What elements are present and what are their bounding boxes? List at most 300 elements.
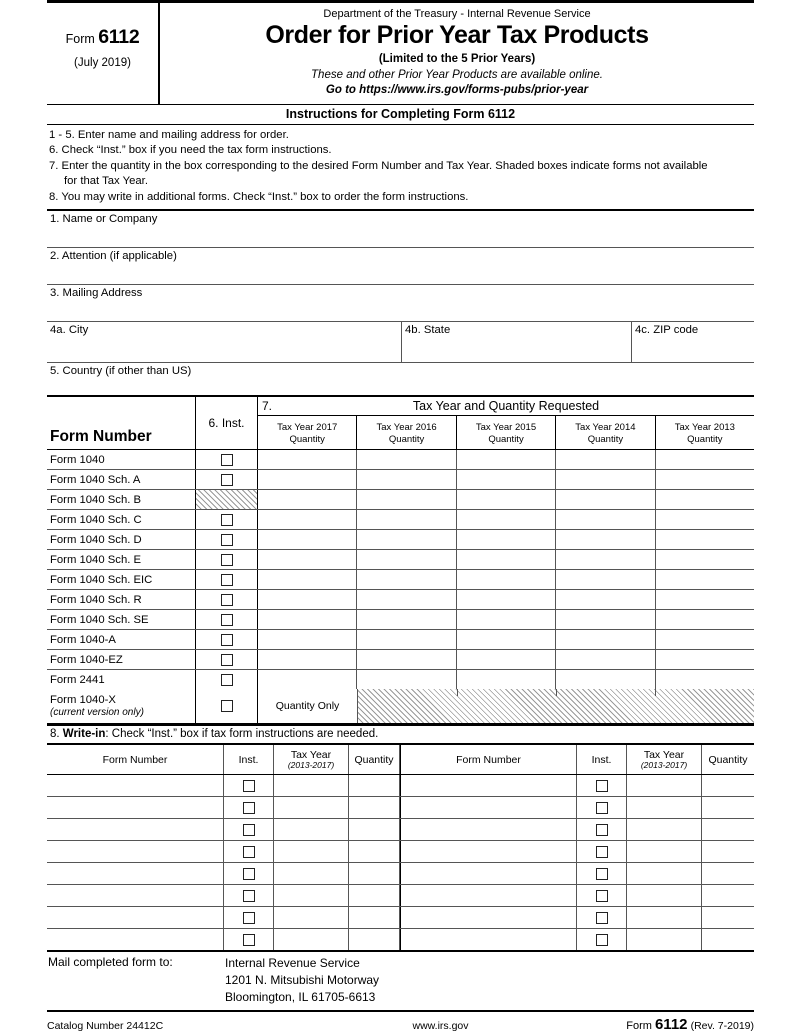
checkbox-icon[interactable] bbox=[243, 912, 255, 924]
column-tick-3 bbox=[655, 689, 656, 696]
instruction-line-4: 8. You may write in additional forms. Check “Inst.” box to order the form instructions. bbox=[49, 190, 469, 203]
quantity-cell[interactable] bbox=[357, 530, 456, 549]
writein-col-inst-1-label: Inst. bbox=[238, 753, 259, 766]
writein-form-number-cell[interactable] bbox=[47, 797, 224, 818]
quantity-cell[interactable] bbox=[656, 510, 754, 529]
row-form-number-cell bbox=[47, 550, 196, 569]
quantity-cell[interactable] bbox=[556, 550, 655, 569]
checkbox-icon[interactable] bbox=[221, 554, 233, 566]
form-number: 6112 bbox=[98, 26, 140, 48]
writein-quantity-cell[interactable] bbox=[349, 929, 400, 950]
form-quantity-table-header bbox=[47, 397, 754, 450]
row-form-number-label: Form 1040 Sch. A bbox=[50, 473, 141, 486]
field-name-or-company-label: 1. Name or Company bbox=[50, 213, 158, 226]
checkbox-icon[interactable] bbox=[243, 868, 255, 880]
checkbox-icon[interactable] bbox=[221, 700, 233, 712]
writein-col-form-number-2 bbox=[400, 745, 577, 774]
writein-tax-year-cell[interactable] bbox=[274, 775, 349, 796]
year-2017-sublabel: Quantity bbox=[289, 433, 325, 445]
quantity-cell[interactable] bbox=[656, 490, 754, 509]
quantity-cell[interactable] bbox=[556, 570, 655, 589]
table-row bbox=[47, 450, 754, 470]
field-name-or-company[interactable] bbox=[47, 211, 754, 248]
checkbox-icon[interactable] bbox=[596, 890, 608, 902]
writein-col-quantity-2 bbox=[702, 745, 754, 774]
quantity-cell[interactable] bbox=[258, 670, 357, 689]
row-1040x-quantity-only-cell[interactable] bbox=[258, 689, 358, 723]
writein-tax-year-cell[interactable] bbox=[274, 863, 349, 884]
writein-note-bold: Write-in bbox=[62, 728, 106, 741]
checkbox-icon[interactable] bbox=[596, 912, 608, 924]
writein-tax-year-cell-2[interactable] bbox=[627, 863, 702, 884]
checkbox-icon[interactable] bbox=[221, 574, 233, 586]
quantity-cell[interactable] bbox=[656, 550, 754, 569]
row-form-number-cell bbox=[47, 510, 196, 529]
year-2015-label: Tax Year 2015 bbox=[475, 422, 537, 434]
writein-form-number-cell[interactable] bbox=[47, 841, 224, 862]
writein-row bbox=[47, 929, 754, 950]
form-identity-line bbox=[47, 28, 158, 48]
instructions-title: Instructions for Completing Form 6112 bbox=[47, 104, 754, 125]
writein-form-number-cell[interactable] bbox=[47, 775, 224, 796]
column-header-year-2016 bbox=[357, 416, 456, 449]
row-form-number-label: Form 1040 Sch. B bbox=[50, 493, 142, 506]
quantity-cell[interactable] bbox=[656, 530, 754, 549]
footer-form-number: 6112 bbox=[654, 1016, 688, 1034]
form-sheet bbox=[47, 0, 754, 1033]
field-zip-code[interactable] bbox=[632, 322, 754, 362]
writein-inst-cell[interactable] bbox=[224, 907, 274, 928]
quantity-cell[interactable] bbox=[656, 570, 754, 589]
field-attention-label: 2. Attention (if applicable) bbox=[50, 250, 177, 263]
catalog-number: Catalog Number 24412C bbox=[47, 1020, 164, 1033]
writein-form-number-cell[interactable] bbox=[47, 929, 224, 950]
table-row bbox=[47, 590, 754, 610]
writein-form-number-cell-2[interactable] bbox=[400, 863, 577, 884]
quantity-cell[interactable] bbox=[457, 650, 556, 669]
year-2015-sublabel: Quantity bbox=[488, 433, 524, 445]
writein-note-rest: : Check “Inst.” box if tax form instructions are needed. bbox=[105, 728, 379, 741]
writein-tax-year-cell[interactable] bbox=[274, 797, 349, 818]
checkbox-icon[interactable] bbox=[596, 802, 608, 814]
quantity-cell[interactable] bbox=[258, 490, 357, 509]
title-subtitle: (Limited to the 5 Prior Years) bbox=[378, 52, 536, 65]
mailing-instructions bbox=[47, 952, 754, 1012]
quantity-cell[interactable] bbox=[258, 630, 357, 649]
column-header-year-2014 bbox=[556, 416, 655, 449]
checkbox-icon[interactable] bbox=[243, 934, 255, 946]
row-form-number-label: Form 2441 bbox=[50, 673, 105, 686]
checkbox-icon[interactable] bbox=[221, 454, 233, 466]
writein-inst-cell-2[interactable] bbox=[577, 929, 627, 950]
table-row bbox=[47, 470, 754, 490]
row-1040x-shaded-cells bbox=[358, 689, 754, 723]
writein-inst-cell[interactable] bbox=[224, 775, 274, 796]
writein-quantity-cell-2[interactable] bbox=[702, 929, 754, 950]
section-number-7: 7. bbox=[262, 399, 273, 414]
writein-inst-cell-2[interactable] bbox=[577, 885, 627, 906]
row-inst-cell[interactable] bbox=[196, 650, 258, 669]
quantity-cell[interactable] bbox=[357, 490, 456, 509]
row-inst-cell[interactable] bbox=[196, 530, 258, 549]
quantity-cell[interactable] bbox=[556, 530, 655, 549]
form-label: Form bbox=[65, 32, 95, 46]
row-1040x-sublabel: (current version only) bbox=[50, 707, 144, 719]
row-inst-cell[interactable] bbox=[196, 570, 258, 589]
writein-quantity-cell[interactable] bbox=[349, 885, 400, 906]
row-inst-cell[interactable] bbox=[196, 450, 258, 469]
checkbox-icon[interactable] bbox=[221, 534, 233, 546]
instructions-body bbox=[47, 125, 754, 212]
quantity-cell[interactable] bbox=[556, 610, 655, 629]
quantity-cell[interactable] bbox=[556, 590, 655, 609]
row-1040x-label: Form 1040-X bbox=[50, 694, 116, 707]
footer-form-label: Form bbox=[626, 1020, 652, 1033]
year-2017-label: Tax Year 2017 bbox=[277, 422, 338, 434]
row-1040x-inst-cell[interactable] bbox=[196, 689, 258, 723]
writein-inst-cell-2[interactable] bbox=[577, 863, 627, 884]
quantity-cell[interactable] bbox=[556, 450, 655, 469]
writein-col-inst-2 bbox=[577, 745, 627, 774]
writein-tax-year-cell-2[interactable] bbox=[627, 819, 702, 840]
quantity-cell[interactable] bbox=[357, 590, 456, 609]
row-form-number-cell bbox=[47, 530, 196, 549]
quantity-cell[interactable] bbox=[656, 610, 754, 629]
writein-row bbox=[47, 885, 754, 907]
quantity-cell[interactable] bbox=[457, 530, 556, 549]
row-inst-cell[interactable] bbox=[196, 590, 258, 609]
field-city-label: 4a. City bbox=[50, 324, 89, 337]
quantity-cell[interactable] bbox=[656, 650, 754, 669]
row-form-number-label: Form 1040 Sch. C bbox=[50, 513, 142, 526]
writein-col-inst-1 bbox=[224, 745, 274, 774]
row-form-number-label: Form 1040 Sch. R bbox=[50, 593, 142, 606]
table-row bbox=[47, 510, 754, 530]
writein-row bbox=[47, 907, 754, 929]
checkbox-icon[interactable] bbox=[596, 934, 608, 946]
table-row bbox=[47, 530, 754, 550]
quantity-cell[interactable] bbox=[457, 510, 556, 529]
quantity-cell[interactable] bbox=[457, 610, 556, 629]
checkbox-icon[interactable] bbox=[243, 846, 255, 858]
quantity-cell[interactable] bbox=[457, 570, 556, 589]
field-state-label: 4b. State bbox=[405, 324, 451, 337]
quantity-cell[interactable] bbox=[357, 470, 456, 489]
instruction-line-3-cont: for that Tax Year. bbox=[64, 175, 148, 188]
year-2016-sublabel: Quantity bbox=[388, 433, 425, 445]
writein-tax-year-cell-2[interactable] bbox=[627, 775, 702, 796]
writein-tax-year-cell-2[interactable] bbox=[627, 885, 702, 906]
row-form-number-cell bbox=[47, 650, 196, 669]
column-header-form-number: Form Number bbox=[47, 397, 196, 449]
checkbox-icon[interactable] bbox=[243, 802, 255, 814]
writein-form-number-cell-2[interactable] bbox=[400, 841, 577, 862]
checkbox-icon[interactable] bbox=[221, 614, 233, 626]
quantity-cell[interactable] bbox=[457, 590, 556, 609]
writein-col-quantity-1-label: Quantity bbox=[354, 753, 394, 766]
quantity-only-label: Quantity Only bbox=[275, 700, 340, 713]
year-2013-label: Tax Year 2013 bbox=[674, 422, 735, 434]
row-1040x-label-cell bbox=[47, 689, 196, 723]
mail-address-line-1: Internal Revenue Service bbox=[225, 956, 360, 971]
form-title-block bbox=[160, 3, 754, 104]
writein-col-tax-year-1-label: Tax Year bbox=[290, 749, 332, 761]
writein-form-number-cell[interactable] bbox=[47, 863, 224, 884]
writein-quantity-cell[interactable] bbox=[349, 863, 400, 884]
field-city[interactable] bbox=[47, 322, 402, 362]
checkbox-icon[interactable] bbox=[596, 824, 608, 836]
writein-quantity-cell-2[interactable] bbox=[702, 775, 754, 796]
checkbox-icon[interactable] bbox=[221, 474, 233, 486]
quantity-cell[interactable] bbox=[357, 650, 456, 669]
quantity-cell[interactable] bbox=[656, 470, 754, 489]
tax-year-group-title-row bbox=[258, 397, 754, 416]
writein-col-tax-year-2-range: (2013-2017) bbox=[640, 760, 688, 771]
writein-tax-year-cell[interactable] bbox=[274, 819, 349, 840]
writein-tax-year-cell[interactable] bbox=[274, 907, 349, 928]
tax-year-group-title: Tax Year and Quantity Requested bbox=[412, 399, 600, 414]
instruction-line-1: 1 - 5. Enter name and mailing address for order. bbox=[49, 128, 289, 141]
table-row bbox=[47, 610, 754, 630]
column-tick-2 bbox=[556, 689, 557, 696]
writein-tax-year-cell-2[interactable] bbox=[627, 929, 702, 950]
writein-form-number-cell-2[interactable] bbox=[400, 819, 577, 840]
year-2013-sublabel: Quantity bbox=[687, 433, 723, 445]
writein-quantity-cell-2[interactable] bbox=[702, 885, 754, 906]
quantity-cell[interactable] bbox=[457, 670, 556, 689]
city-state-zip-row bbox=[47, 322, 754, 363]
checkbox-icon[interactable] bbox=[596, 868, 608, 880]
instruction-line-3: 7. Enter the quantity in the box corresponding to the desired Form Number and Tax Year. Shaded boxes indicate forms not available bbox=[49, 159, 708, 172]
quantity-cell[interactable] bbox=[656, 670, 754, 689]
row-inst-cell[interactable] bbox=[196, 670, 258, 689]
writein-quantity-cell[interactable] bbox=[349, 841, 400, 862]
row-form-number-cell bbox=[47, 670, 196, 689]
mail-to-address bbox=[225, 955, 379, 1005]
quantity-cell[interactable] bbox=[457, 550, 556, 569]
writein-inst-cell[interactable] bbox=[224, 841, 274, 862]
quantity-cell[interactable] bbox=[357, 510, 456, 529]
writein-quantity-cell[interactable] bbox=[349, 797, 400, 818]
row-form-number-cell bbox=[47, 630, 196, 649]
row-form-number-label: Form 1040 Sch. D bbox=[50, 533, 142, 546]
footer-website: www.irs.gov bbox=[412, 1020, 469, 1033]
form-identity-block bbox=[47, 3, 160, 104]
field-mailing-address-label: 3. Mailing Address bbox=[50, 287, 143, 300]
quantity-cell[interactable] bbox=[258, 450, 357, 469]
column-header-year-2017 bbox=[258, 416, 357, 449]
page-footer bbox=[47, 1012, 754, 1033]
writein-quantity-cell[interactable] bbox=[349, 775, 400, 796]
quantity-cell[interactable] bbox=[258, 570, 357, 589]
form-quantity-table bbox=[47, 395, 754, 725]
row-form-number-cell bbox=[47, 490, 196, 509]
quantity-cell[interactable] bbox=[258, 650, 357, 669]
writein-col-form-number-1-label: Form Number bbox=[102, 753, 168, 766]
quantity-cell[interactable] bbox=[656, 590, 754, 609]
row-inst-cell[interactable] bbox=[196, 510, 258, 529]
table-row bbox=[47, 650, 754, 670]
writein-col-tax-year-1-range: (2013-2017) bbox=[287, 760, 335, 771]
tax-year-column-headers bbox=[258, 416, 754, 449]
quantity-cell[interactable] bbox=[357, 550, 456, 569]
writein-row bbox=[47, 775, 754, 797]
quantity-cell[interactable] bbox=[457, 450, 556, 469]
writein-quantity-cell-2[interactable] bbox=[702, 863, 754, 884]
writein-row bbox=[47, 797, 754, 819]
quantity-cell[interactable] bbox=[357, 630, 456, 649]
row-form-number-label: Form 1040 Sch. E bbox=[50, 553, 142, 566]
writein-tax-year-cell-2[interactable] bbox=[627, 841, 702, 862]
writein-inst-cell-2[interactable] bbox=[577, 907, 627, 928]
table-row bbox=[47, 550, 754, 570]
quantity-cell[interactable] bbox=[258, 470, 357, 489]
writein-quantity-cell-2[interactable] bbox=[702, 907, 754, 928]
row-form-number-label: Form 1040-A bbox=[50, 633, 116, 646]
quantity-cell[interactable] bbox=[556, 470, 655, 489]
row-inst-cell[interactable] bbox=[196, 630, 258, 649]
checkbox-icon[interactable] bbox=[221, 514, 233, 526]
quantity-cell[interactable] bbox=[457, 630, 556, 649]
quantity-cell[interactable] bbox=[656, 450, 754, 469]
writein-quantity-cell[interactable] bbox=[349, 907, 400, 928]
quantity-cell[interactable] bbox=[556, 650, 655, 669]
year-2014-sublabel: Quantity bbox=[587, 433, 624, 445]
writein-form-number-cell-2[interactable] bbox=[400, 797, 577, 818]
row-form-number-cell bbox=[47, 570, 196, 589]
availability-note: These and other Prior Year Products are available online. bbox=[311, 68, 603, 81]
writein-form-number-cell[interactable] bbox=[47, 907, 224, 928]
writein-table-header bbox=[47, 745, 754, 775]
row-form-number-cell bbox=[47, 590, 196, 609]
quantity-cell[interactable] bbox=[258, 530, 357, 549]
page-title: Order for Prior Year Tax Products bbox=[265, 21, 649, 49]
writein-inst-cell-2[interactable] bbox=[577, 797, 627, 818]
checkbox-icon[interactable] bbox=[596, 780, 608, 792]
checkbox-icon[interactable] bbox=[596, 846, 608, 858]
table-row bbox=[47, 670, 754, 689]
writein-tax-year-cell[interactable] bbox=[274, 885, 349, 906]
form-revision-date: (July 2019) bbox=[74, 56, 131, 69]
row-form-number-cell bbox=[47, 470, 196, 489]
row-form-number-cell bbox=[47, 610, 196, 629]
writein-inst-cell-2[interactable] bbox=[577, 819, 627, 840]
quantity-cell[interactable] bbox=[258, 610, 357, 629]
field-state[interactable] bbox=[402, 322, 632, 362]
table-row bbox=[47, 570, 754, 590]
field-zip-code-label: 4c. ZIP code bbox=[635, 324, 699, 337]
quantity-cell[interactable] bbox=[357, 670, 456, 689]
writein-inst-cell[interactable] bbox=[224, 863, 274, 884]
quantity-cell[interactable] bbox=[357, 610, 456, 629]
writein-row bbox=[47, 819, 754, 841]
row-inst-cell-shaded bbox=[196, 490, 258, 509]
checkbox-icon[interactable] bbox=[221, 674, 233, 686]
writein-tax-year-cell-2[interactable] bbox=[627, 907, 702, 928]
checkbox-icon[interactable] bbox=[243, 780, 255, 792]
row-inst-cell[interactable] bbox=[196, 610, 258, 629]
mail-address-line-3: Bloomington, IL 61705-6613 bbox=[225, 989, 376, 1004]
row-inst-cell[interactable] bbox=[196, 550, 258, 569]
row-form-number-label: Form 1040-EZ bbox=[50, 653, 123, 666]
writein-form-number-cell[interactable] bbox=[47, 819, 224, 840]
writein-note-prefix: 8. bbox=[50, 728, 63, 741]
writein-inst-cell[interactable] bbox=[224, 819, 274, 840]
form-header bbox=[47, 0, 754, 104]
writein-form-number-cell-2[interactable] bbox=[400, 907, 577, 928]
column-tick-1 bbox=[457, 689, 458, 696]
table-row-1040x bbox=[47, 689, 754, 723]
row-form-number-cell bbox=[47, 450, 196, 469]
writein-form-number-cell-2[interactable] bbox=[400, 885, 577, 906]
writein-table bbox=[47, 745, 754, 952]
checkbox-icon[interactable] bbox=[243, 824, 255, 836]
checkbox-icon[interactable] bbox=[221, 654, 233, 666]
quantity-cell[interactable] bbox=[258, 510, 357, 529]
writein-col-tax-year-2 bbox=[627, 745, 702, 774]
quantity-cell[interactable] bbox=[457, 470, 556, 489]
year-2014-label: Tax Year 2014 bbox=[575, 422, 636, 434]
quantity-cell[interactable] bbox=[556, 670, 655, 689]
writein-inst-cell[interactable] bbox=[224, 797, 274, 818]
writein-col-tax-year-2-label: Tax Year bbox=[643, 749, 685, 761]
writein-form-number-cell-2[interactable] bbox=[400, 929, 577, 950]
quantity-cell[interactable] bbox=[258, 550, 357, 569]
field-attention[interactable] bbox=[47, 248, 754, 285]
writein-tax-year-cell[interactable] bbox=[274, 841, 349, 862]
writein-inst-cell[interactable] bbox=[224, 885, 274, 906]
field-mailing-address[interactable] bbox=[47, 285, 754, 322]
writein-inst-cell-2[interactable] bbox=[577, 841, 627, 862]
quantity-cell[interactable] bbox=[457, 490, 556, 509]
row-form-number-label: Form 1040 Sch. EIC bbox=[50, 573, 153, 586]
checkbox-icon[interactable] bbox=[221, 594, 233, 606]
writein-table-body bbox=[47, 775, 754, 950]
writein-col-quantity-1 bbox=[349, 745, 400, 774]
writein-inst-cell[interactable] bbox=[224, 929, 274, 950]
row-form-number-label: Form 1040 Sch. SE bbox=[50, 613, 149, 626]
checkbox-icon[interactable] bbox=[243, 890, 255, 902]
writein-form-number-cell-2[interactable] bbox=[400, 775, 577, 796]
checkbox-icon[interactable] bbox=[221, 634, 233, 646]
quantity-cell[interactable] bbox=[556, 490, 655, 509]
quantity-cell[interactable] bbox=[556, 510, 655, 529]
column-header-inst: 6. Inst. bbox=[196, 397, 258, 449]
quantity-cell[interactable] bbox=[357, 570, 456, 589]
writein-form-number-cell[interactable] bbox=[47, 885, 224, 906]
quantity-cell[interactable] bbox=[556, 630, 655, 649]
writein-quantity-cell-2[interactable] bbox=[702, 841, 754, 862]
writein-col-form-number-2-label: Form Number bbox=[456, 753, 521, 766]
footer-revision: (Rev. 7-2019) bbox=[690, 1020, 754, 1033]
writein-col-tax-year-1 bbox=[274, 745, 349, 774]
writein-quantity-cell-2[interactable] bbox=[702, 797, 754, 818]
writein-tax-year-cell[interactable] bbox=[274, 929, 349, 950]
row-inst-cell[interactable] bbox=[196, 470, 258, 489]
quantity-cell[interactable] bbox=[656, 630, 754, 649]
writein-col-quantity-2-label: Quantity bbox=[708, 753, 748, 766]
quantity-cell[interactable] bbox=[357, 450, 456, 469]
writein-quantity-cell-2[interactable] bbox=[702, 819, 754, 840]
writein-tax-year-cell-2[interactable] bbox=[627, 797, 702, 818]
quantity-cell[interactable] bbox=[258, 590, 357, 609]
writein-inst-cell-2[interactable] bbox=[577, 775, 627, 796]
field-country-label: 5. Country (if other than US) bbox=[50, 365, 192, 378]
writein-note bbox=[47, 725, 754, 745]
writein-quantity-cell[interactable] bbox=[349, 819, 400, 840]
website-link-note: Go to https://www.irs.gov/forms-pubs/prior-year bbox=[325, 84, 589, 97]
field-country[interactable] bbox=[47, 363, 754, 395]
